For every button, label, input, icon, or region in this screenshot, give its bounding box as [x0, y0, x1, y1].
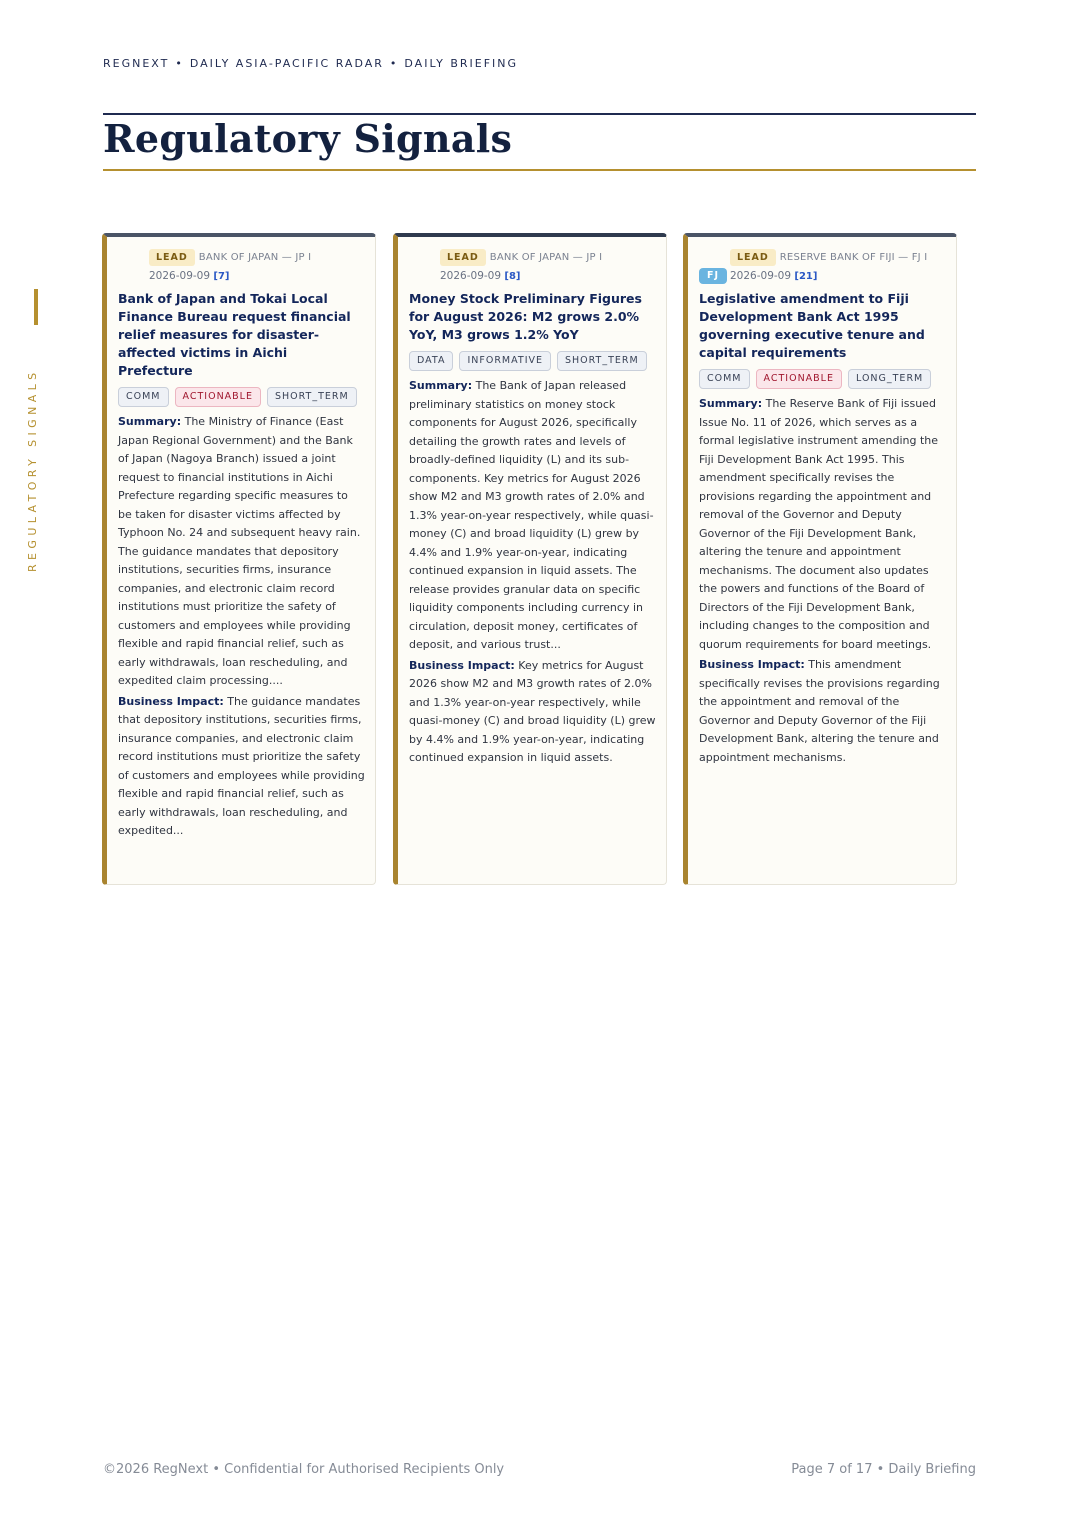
card-date: 2026-09-09 [149, 270, 211, 282]
card-headline[interactable]: Legislative amendment to Fiji Development Bank Act 1995 governing executive tenure and capital requirements [699, 291, 925, 360]
summary-label: Summary: [699, 397, 763, 410]
tag-actionable: ACTIONABLE [175, 387, 261, 407]
summary-text [699, 395, 946, 654]
lead-badge: LEAD [149, 249, 195, 266]
summary-text [118, 413, 365, 691]
card-meta [118, 248, 365, 286]
footer-page-number: Page 7 of 17 • Daily Briefing [791, 1462, 976, 1477]
tag-data: DATA [409, 351, 453, 371]
tag-list [409, 348, 656, 373]
tag-short-term: SHORT_TERM [557, 351, 647, 371]
impact-text [699, 656, 946, 767]
summary-label: Summary: [118, 415, 182, 428]
summary-body: The Ministry of Finance (East Japan Regional Government) and the Bank of Japan (Nagoya Branch) issued a joint request to financial institutions in Aichi Prefecture regarding specific measures to be taken for disaster victims affected by Typhoon No. 24 and subsequent heavy rain. The guidance mandates that depository institutions, securities firms, insurance companies, and electronic claim record institutions must prioritize the safety of customers and employees while providing flexible and rapid financial relief, such as early withdrawals, loan rescheduling, and expedited claim processing.... [118, 415, 361, 687]
tag-actionable: ACTIONABLE [756, 369, 842, 389]
page-title: Regulatory Signals [103, 116, 513, 161]
card-headline[interactable]: Bank of Japan and Tokai Local Finance Bureau request financial relief measures for disaster-affected victims in Aichi Prefecture [118, 291, 351, 378]
country-flag-badge: FJ [699, 268, 727, 284]
impact-text [118, 693, 365, 841]
impact-label: Business Impact: [699, 658, 805, 671]
issuer-label: RESERVE BANK OF FIJI — FJ I [779, 252, 928, 263]
summary-body: The Reserve Bank of Fiji issued Issue No. 11 of 2026, which serves as a formal legislative instrument amending the Fiji Development Bank Act 1995. This amendment specifically revises the provisions regarding the appointment and removal of the Governor and Deputy Governor of the Fiji Development Bank, altering the tenure and appointment mechanisms. The document also updates the powers and functions of the Board of Directors of the Fiji Development Bank, including changes to the composition and quorum requirements for board meetings. [699, 397, 939, 651]
issuer-label: BANK OF JAPAN — JP I [198, 252, 312, 263]
summary-body: The Bank of Japan released preliminary statistics on money stock components for August 2026, specifically detailing the growth rates and levels of broadly-defined liquidity (L) and its sub-components. Key metrics for August 2026 show M2 and M3 growth rates of 2.0% and 1.3% year-on-year respectively, while quasi-money (C) and broad liquidity (L) grew by 4.4% and 1.9% year-on-year, indicating continued expansion in liquid assets. The release provides granular data on specific liquidity components including currency in circulation, deposit money, certificates of deposit, and various trust... [409, 379, 654, 651]
impact-label: Business Impact: [118, 694, 224, 708]
breadcrumb-separator: • [175, 57, 184, 70]
tag-comm: COMM [118, 387, 169, 407]
breadcrumb [103, 57, 518, 70]
footer-copyright: ©2026 RegNext • Confidential for Authorised Recipients Only [103, 1462, 505, 1477]
card-headline[interactable]: Money Stock Preliminary Figures for August 2026: M2 grows 2.0% YoY, M3 grows 1.2% YoY [409, 291, 642, 342]
reference-link[interactable]: [8] [504, 271, 521, 282]
title-bottom-rule [103, 169, 976, 171]
summary-text [409, 377, 656, 655]
signal-card[interactable] [683, 233, 957, 885]
tag-long-term: LONG_TERM [848, 369, 931, 389]
impact-body: The guidance mandates that depository institutions, securities firms, insurance companies, and electronic claim record institutions must prioritize the safety of customers and employees while providing flexible and rapid financial relief, such as early withdrawals, loan rescheduling, and expedited... [118, 694, 365, 837]
card-meta [699, 248, 946, 286]
card-date: 2026-09-09 [440, 270, 502, 282]
breadcrumb-item: DAILY ASIA-PACIFIC RADAR [189, 57, 384, 70]
signal-card[interactable] [393, 233, 667, 885]
reference-link[interactable]: [7] [213, 271, 230, 282]
breadcrumb-item: DAILY BRIEFING [404, 57, 519, 70]
tag-comm: COMM [699, 369, 750, 389]
tag-informative: INFORMATIVE [459, 351, 551, 371]
issuer-label: BANK OF JAPAN — JP I [489, 252, 603, 263]
signal-card[interactable] [102, 233, 376, 885]
impact-text [409, 657, 656, 768]
impact-body: This amendment specifically revises the provisions regarding the appointment and removal of the Governor and Deputy Governor of the Fiji Development Bank, altering the tenure and appointment mechanisms. [699, 658, 940, 764]
card-meta [409, 248, 656, 286]
summary-label: Summary: [409, 379, 473, 392]
impact-label: Business Impact: [409, 658, 515, 672]
card-date: 2026-09-09 [730, 270, 792, 282]
breadcrumb-item: REGNEXT [103, 57, 170, 70]
breadcrumb-separator: • [389, 57, 399, 70]
impact-body: Key metrics for August 2026 show M2 and M3 growth rates of 2.0% and 1.3% year-on-year respectively, while quasi-money (C) and broad liquidity (L) grew by 4.4% and 1.9% year-on-year, indicating continued expansion in liquid assets. [409, 658, 656, 764]
reference-link[interactable]: [21] [794, 271, 818, 282]
lead-badge: LEAD [730, 249, 776, 266]
lead-badge: LEAD [440, 249, 486, 266]
tag-list [699, 366, 946, 391]
tag-list [118, 384, 365, 409]
tag-short-term: SHORT_TERM [267, 387, 357, 407]
sidebar-section-label: REGULATORY SIGNALS [26, 368, 39, 572]
